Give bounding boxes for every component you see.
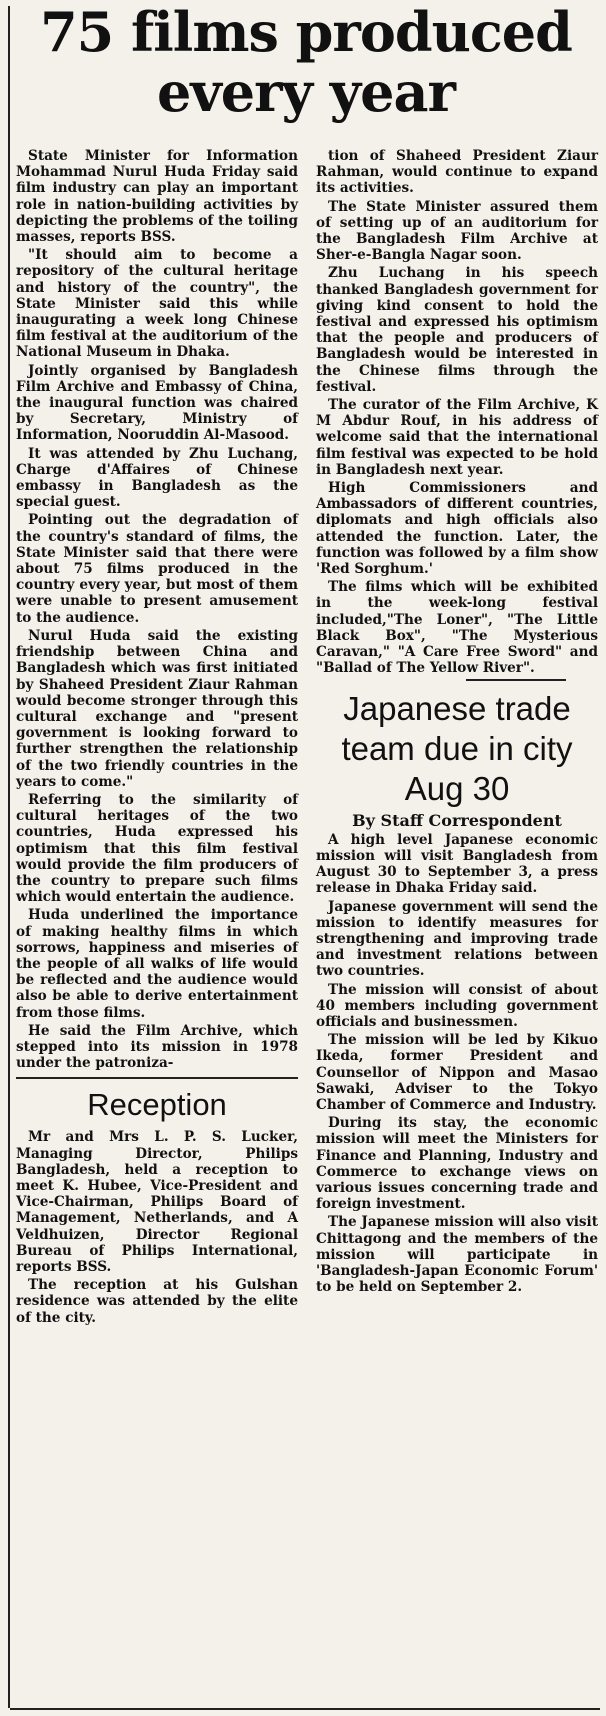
article-end-rule bbox=[466, 679, 566, 681]
japanese-paragraph: Japanese government will send the mission to identify measures for strengthening and improving trade and investment relations between two countries. bbox=[316, 898, 598, 980]
article-paragraph: High Commissioners and Ambassadors of different countries, diplomats and high officials also attended the function. Later, the function was followed by a film show 'Red Sorghum.' bbox=[316, 480, 598, 578]
article-paragraph: The films which will be exhibited in the week-long festival included,"The Loner", "The Little Black Box", "The Mysterious Caravan," "A Care Free Sword" and "Ballad of The Yellow River". bbox=[316, 579, 598, 677]
article-paragraph: Nurul Huda said the existing friendship between China and Bangladesh which was first initiated by Shaheed President Ziaur Rahman would become stronger through this cultural exchange and "present government is looking forward to further strengthen the relationship of the two friendly countries in the years to come." bbox=[16, 627, 298, 790]
japanese-paragraph: The Japanese mission will also visit Chittagong and the members of the mission will participate in 'Bangladesh-Japan Economic Forum' to be held on September 2. bbox=[316, 1214, 598, 1296]
japanese-paragraph: A high level Japanese economic mission will visit Bangladesh from August 30 to September 3, a press release in Dhaka Friday said. bbox=[316, 831, 598, 897]
article-paragraph: It was attended by Zhu Luchang, Charge d'Affaires of Chinese embassy in Bangladesh as the special guest. bbox=[16, 445, 298, 511]
article-paragraph: Referring to the similarity of cultural heritages of the two countries, Huda expressed his optimism that this film festival would provide the film producers of the country to prepare such films which would entertain the audience. bbox=[16, 791, 298, 906]
japanese-paragraph: The mission will consist of about 40 members including government officials and businessmen. bbox=[316, 981, 598, 1030]
section-divider bbox=[16, 1077, 298, 1079]
article-paragraph: Huda underlined the importance of making healthy films in which sorrows, happiness and miseries of the people of all walks of life would be reflected and the audience would also be able to derive entertainment from those films. bbox=[16, 907, 298, 1021]
right-column bbox=[316, 148, 598, 1297]
reception-paragraph: Mr and Mrs L. P. S. Lucker, Managing Director, Philips Bangladesh, held a reception to meet K. Hubee, Vice-President and Vice-Chairman, Philips Board of Management, Netherlands, and A Veldhuizen, Director Regional Bureau of Philips International, reports BSS. bbox=[16, 1129, 298, 1275]
article-paragraph: He said the Film Archive, which stepped into its mission in 1978 under the patroniza- bbox=[16, 1022, 298, 1072]
japanese-paragraph: The mission will be led by Kikuo Ikeda, former President and Counsellor of Nippon and Masao Sawaki, Adviser to the Tokyo Chamber of Commerce and Industry. bbox=[316, 1032, 598, 1113]
reception-headline: Reception bbox=[87, 1087, 227, 1123]
article-paragraph: Jointly organised by Bangladesh Film Archive and Embassy of China, the inaugural function was chaired by Secretary, Ministry of Information, Nooruddin Al-Masood. bbox=[16, 362, 298, 444]
bottom-rule bbox=[10, 1708, 600, 1710]
byline: By Staff Correspondent bbox=[352, 810, 562, 830]
reception-paragraph: The reception at his Gulshan residence was attended by the elite of the city. bbox=[16, 1277, 298, 1326]
article-paragraph: State Minister for Information Mohammad Nurul Huda Friday said film industry can play an important role in nation-building activities by depicting the problems of the toiling masses, reports BSS. bbox=[16, 148, 298, 246]
article-paragraph: "It should aim to become a repository of the cultural heritage and history of the country", the State Minister said this while inaugurating a week long Chinese film festival at the auditorium of the National Museum in Dhaka. bbox=[16, 247, 298, 361]
article-paragraph: tion of Shaheed President Ziaur Rahman, would continue to expand its activities. bbox=[316, 148, 598, 197]
article-paragraph: Zhu Luchang in his speech thanked Bangladesh government for giving kind consent to hold the festival and expressed his optimism that the people and producers of Bangladesh would be interested in the Chinese films through the festival. bbox=[316, 265, 598, 395]
article-paragraph: The curator of the Film Archive, K M Abdur Rouf, in his address of welcome said that the international film festival was expected to be hold in Bangladesh next year. bbox=[316, 397, 598, 478]
article-paragraph: Pointing out the degradation of the country's standard of films, the State Minister said that there were about 75 films produced in the country every year, but most of them were unable to present amusement to the audience. bbox=[16, 512, 298, 626]
article-paragraph: The State Minister assured them of setting up of an auditorium for the Bangladesh Film Archive at Sher-e-Bangla Nagar soon. bbox=[316, 198, 598, 264]
left-column-rule bbox=[8, 6, 10, 1708]
japanese-paragraph: During its stay, the economic mission will meet the Ministers for Finance and Planning, Industry and Commerce to exchange views on various issues concerning trade and foreign investment. bbox=[316, 1115, 598, 1213]
left-column bbox=[16, 148, 298, 1328]
main-headline: 75 films produced every year bbox=[40, 0, 572, 124]
japanese-headline: Japanese trade team due in city Aug 30 bbox=[341, 689, 573, 807]
